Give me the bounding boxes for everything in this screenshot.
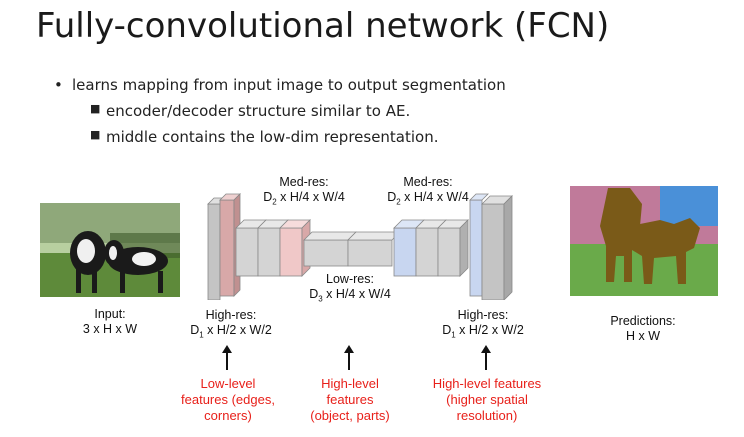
med-res-left-label: Med-res: $D_2$ x H/4 x W/4 — [263, 175, 345, 207]
up-arrow-icon — [479, 345, 493, 371]
annotation-high-level: High-level features (object, parts) — [310, 376, 390, 423]
predictions-label: Predictions: H x W — [610, 314, 676, 343]
bullet-square: ■ — [90, 128, 101, 141]
annotation-high-res-features: High-level features (higher spatial resolution) — [432, 376, 542, 423]
slide-title: Fully-convolutional network (FCN) — [36, 6, 610, 46]
high-res-left-label: High-res: $D_1$ x H/2 x W/2 — [190, 308, 272, 340]
input-label: Input: 3 x H x W — [82, 307, 138, 336]
low-res-label: Low-res: $D_3$ x H/4 x W/4 — [309, 272, 391, 304]
up-arrow-icon — [342, 345, 356, 371]
med-res-right-label: Med-res: $D_2$ x H/4 x W/4 — [387, 175, 469, 207]
input-image — [40, 203, 180, 297]
bullet-3: middle contains the low-dim representation. — [106, 128, 439, 146]
bullet-square: ■ — [90, 102, 101, 115]
up-arrow-icon — [220, 345, 234, 371]
annotation-low-level: Low-level features (edges, corners) — [181, 376, 275, 423]
bullet-dot: • — [54, 76, 63, 94]
bullet-1: learns mapping from input image to output segmentation — [72, 76, 506, 94]
predictions-image — [570, 186, 718, 296]
bullet-2: encoder/decoder structure similar to AE. — [106, 102, 411, 120]
high-res-right-label: High-res: $D_1$ x H/2 x W/2 — [442, 308, 524, 340]
